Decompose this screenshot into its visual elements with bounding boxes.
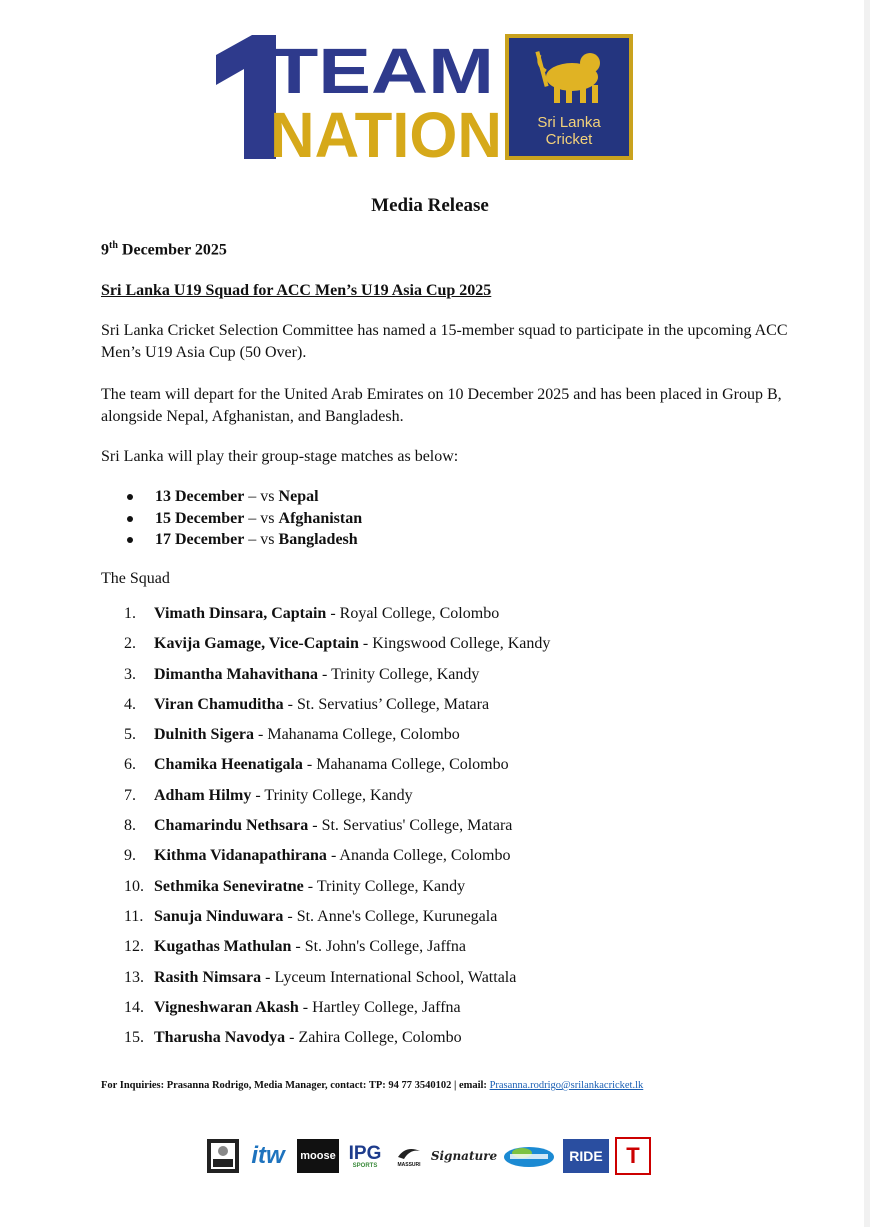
sponsor-logos: [207, 1136, 651, 1176]
player-name: Vigneshwaran Akash: [154, 998, 299, 1016]
squad-number: 12.: [124, 938, 144, 956]
sponsor-signature: Signature: [430, 1149, 498, 1163]
player-school: - St. Servatius' College, Matara: [308, 817, 513, 835]
squad-member: [124, 664, 550, 694]
match-date: 17 December: [155, 531, 245, 548]
player-name: Adham Hilmy: [154, 786, 252, 804]
squad-number: 10.: [124, 877, 144, 895]
player-school: - Royal College, Colombo: [326, 605, 500, 622]
sponsor-drink-logo: [501, 1139, 557, 1173]
squad-number: 11.: [124, 907, 144, 925]
match-date: 15 December: [155, 509, 245, 527]
logo-one-shape: [216, 35, 276, 159]
sponsor-massuri-text: MASSURI: [397, 1161, 421, 1168]
player-school: - Trinity College, Kandy: [318, 665, 480, 683]
player-school: - Lyceum International School, Wattala: [261, 968, 517, 986]
player-school: - St. Anne's College, Kurunegala: [283, 907, 498, 925]
squad-member: [124, 724, 550, 754]
squad-member: [124, 906, 550, 936]
sponsor-telecom: T: [615, 1137, 651, 1175]
squad-member: [124, 997, 550, 1027]
player-name: Viran Chamuditha: [154, 695, 284, 713]
player-name: Tharusha Navodya: [154, 1029, 286, 1047]
player-school: - Hartley College, Jaffna: [298, 998, 461, 1016]
sponsor-ipg-sub: SPORTS: [352, 1162, 378, 1169]
squad-number: 6.: [124, 756, 136, 774]
player-name: Kithma Vidanapathirana: [154, 847, 327, 865]
player-name: Rasith Nimsara: [154, 968, 262, 986]
player-name: Dulnith Sigera: [154, 726, 255, 744]
squad-member: [124, 694, 550, 724]
squad-member: [124, 754, 550, 784]
sponsor-logo-1: [207, 1139, 239, 1173]
squad-number: 13.: [124, 968, 144, 986]
player-name: Chamarindu Nethsara: [154, 817, 309, 835]
player-name: Sethmika Seneviratne: [154, 877, 304, 895]
drink-splash-icon: [502, 1141, 556, 1171]
player-school: - Mahanama College, Colombo: [254, 726, 460, 744]
squad-number: 3.: [124, 665, 136, 683]
squad-number: 9.: [124, 847, 136, 865]
sponsor-ipg-text: IPG: [348, 1142, 382, 1164]
squad-number: 7.: [124, 786, 136, 804]
match-opponent: Nepal: [278, 488, 319, 505]
date-suffix: th: [109, 240, 118, 251]
player-name: Vimath Dinsara, Captain: [154, 605, 327, 622]
squad-member: [124, 845, 550, 875]
squad-member: [124, 936, 550, 966]
player-school: - Trinity College, Kandy: [303, 877, 466, 895]
player-name: Chamika Heenatigala: [154, 756, 303, 774]
sponsor-massuri: [391, 1139, 427, 1173]
player-school: - Kingswood College, Kandy: [358, 635, 551, 653]
logo-team-text: TEAM: [270, 35, 494, 107]
team-nation-logo: [214, 33, 634, 161]
sponsor-moose: moose: [297, 1139, 339, 1173]
sponsor-itw: itw: [251, 1142, 285, 1169]
crest-text-line1: Sri Lanka: [537, 114, 601, 131]
match-item: [127, 529, 362, 551]
squad-member: [124, 785, 550, 815]
player-name: Dimantha Mahavithana: [154, 665, 319, 683]
player-school: - Mahanama College, Colombo: [302, 756, 509, 774]
paragraph-matches-intro: Sri Lanka will play their group-stage matches as below:: [101, 448, 459, 465]
player-school: - Ananda College, Colombo: [326, 847, 511, 865]
squad-number: 2.: [124, 635, 136, 653]
squad-list: [124, 603, 550, 1057]
sponsor-ride: RIDE: [563, 1139, 609, 1173]
inquiries-email-link[interactable]: Prasanna.rodrigo@srilankacricket.lk: [489, 1080, 644, 1091]
paragraph-departure: The team will depart for the United Arab Emirates on 10 December 2025 and has been placed in Group B, alongside Nepal, Afghanistan, and Bangladesh.: [101, 386, 782, 425]
massuri-swoosh-icon: [396, 1145, 422, 1163]
squad-member: [124, 876, 550, 906]
logo-graphic: [214, 33, 634, 161]
squad-heading: The Squad: [101, 570, 170, 587]
squad-number: 1.: [124, 605, 136, 622]
player-school: - St. Servatius’ College, Matara: [283, 695, 490, 713]
squad-member: [124, 967, 550, 997]
sponsor-ipg: [345, 1139, 385, 1173]
match-opponent: Bangladesh: [278, 531, 358, 548]
squad-number: 5.: [124, 726, 136, 744]
inquiries-line: [101, 1080, 643, 1091]
crest-text-line2: Cricket: [545, 131, 593, 148]
squad-member: [124, 815, 550, 845]
squad-number: 14.: [124, 998, 144, 1016]
date-rest: December 2025: [117, 241, 227, 259]
match-date: 13 December: [155, 488, 245, 505]
paragraph-selection: Sri Lanka Cricket Selection Committee has named a 15-member squad to participate in the upcoming ACC Men’s U19 Asia Cup (50 Over).: [101, 322, 788, 361]
squad-member: [124, 1027, 550, 1057]
squad-number: 15.: [124, 1029, 144, 1047]
squad-member: [124, 603, 550, 633]
match-opponent: Afghanistan: [278, 509, 363, 527]
date-day: 9: [101, 241, 109, 259]
player-school: - Zahira College, Colombo: [285, 1029, 462, 1047]
page-edge: [864, 0, 870, 1227]
document-title: Media Release: [371, 195, 489, 216]
release-subject: Sri Lanka U19 Squad for ACC Men’s U19 Asia Cup 2025: [101, 282, 492, 299]
player-school: - Trinity College, Kandy: [251, 786, 413, 804]
squad-number: 8.: [124, 817, 136, 835]
match-item: [127, 508, 362, 530]
match-separator: – vs: [244, 488, 279, 505]
inquiries-text: For Inquiries: Prasanna Rodrigo, Media Manager, contact: TP: 94 77 3540102 | email:: [101, 1080, 490, 1091]
player-school: - St. John's College, Jaffna: [291, 938, 466, 956]
player-name: Kavija Gamage, Vice-Captain: [154, 635, 359, 653]
match-separator: – vs: [244, 509, 279, 527]
squad-number: 4.: [124, 695, 136, 713]
match-item: [127, 486, 362, 508]
sponsor-badge-icon: [209, 1141, 237, 1171]
match-list: [127, 486, 362, 551]
release-date: [101, 240, 227, 259]
logo-nation-text: NATION: [270, 99, 502, 161]
player-name: Sanuja Ninduwara: [154, 907, 284, 925]
match-separator: – vs: [244, 531, 279, 548]
player-name: Kugathas Mathulan: [154, 938, 292, 956]
squad-member: [124, 633, 550, 663]
